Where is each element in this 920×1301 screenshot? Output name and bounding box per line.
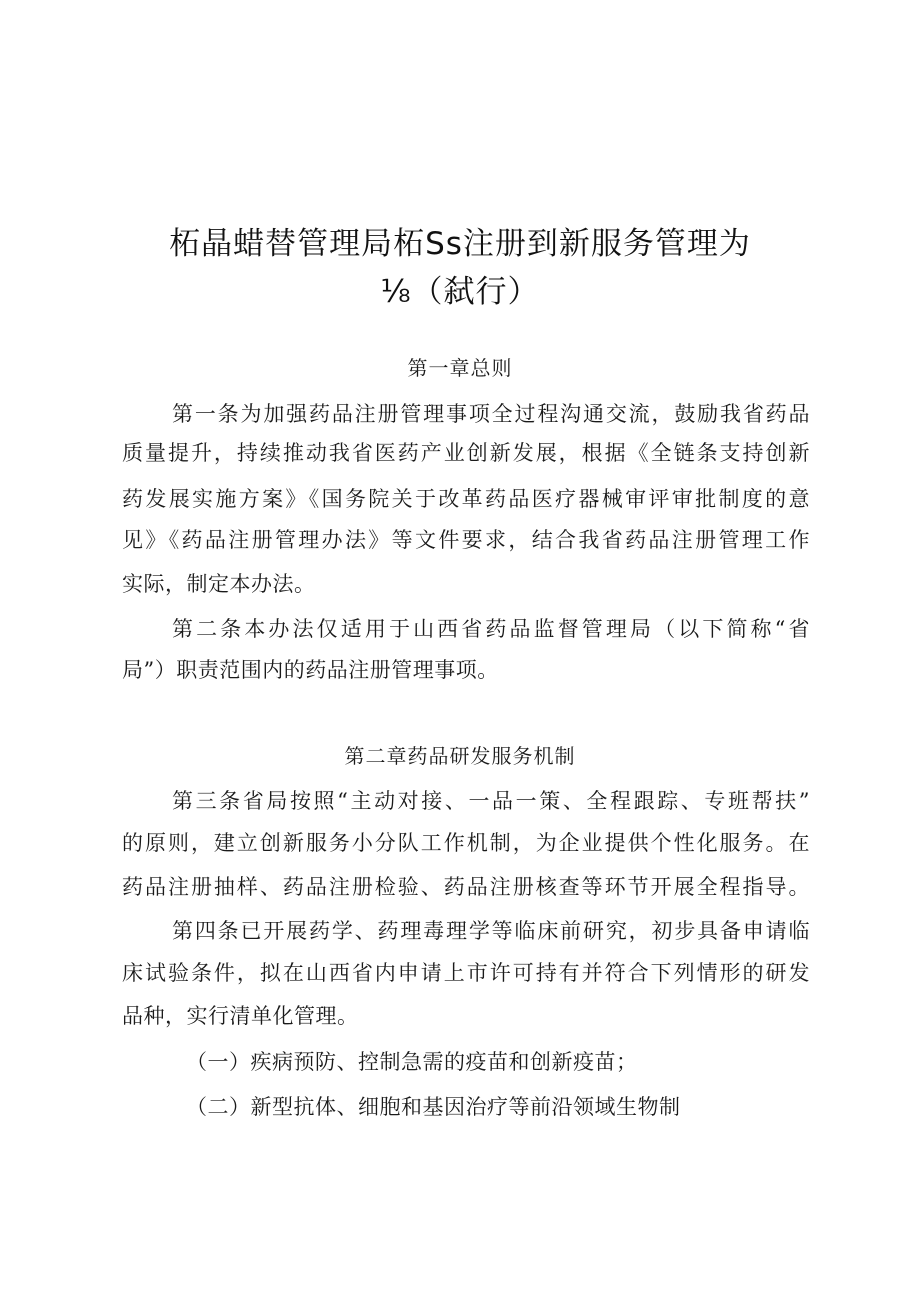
chapter-heading-1: 第一章总则	[407, 356, 513, 380]
article-1-line-3: 药发展实施方案》《国务院关于改革药品医疗器械审评审批制度的意	[122, 487, 810, 511]
article-2-line-1: 第二条本办法仅适用于山西省药品监督管理局（以下简称“省	[172, 617, 810, 641]
list-item-2: （二）新型抗体、细胞和基因治疗等前沿领域生物制	[186, 1095, 681, 1119]
article-3-line-2: 的原则，建立创新服务小分队工作机制，为企业提供个性化服务。在	[122, 831, 810, 855]
article-1-line-4: 见》《药品注册管理办法》等文件要求，结合我省药品注册管理工作	[122, 528, 810, 552]
document-title-line-2: ⅛（弑行）	[380, 274, 540, 310]
article-1-line-1: 第一条为加强药品注册管理事项全过程沟通交流，鼓励我省药品	[172, 402, 810, 426]
article-2-line-2: 局”）职责范围内的药品注册管理事项。	[122, 658, 499, 682]
article-3-line-3: 药品注册抽样、药品注册检验、药品注册核查等环节开展全程指导。	[122, 875, 810, 899]
article-3-line-1: 第三条省局按照“主动对接、一品一策、全程跟踪、专班帮扶”	[172, 789, 810, 813]
article-4-line-2: 床试验条件，拟在山西省内申请上市许可持有并符合下列情形的研发	[122, 961, 810, 985]
article-1-line-2: 质量提升，持续推动我省医药产业创新发展，根据《全链条支持创新	[122, 441, 810, 465]
list-item-1: （一）疾病预防、控制急需的疫苗和创新疫苗；	[186, 1050, 638, 1074]
chapter-heading-2: 第二章药品研发服务机制	[344, 744, 576, 768]
article-1-line-5: 实际，制定本办法。	[122, 572, 316, 596]
document-title-line-1: 柘晶蜡替管理局柘Ss注册到新服务管理为	[169, 226, 751, 262]
article-4-line-3: 品种，实行清单化管理。	[122, 1004, 359, 1028]
article-4-line-1: 第四条已开展药学、药理毒理学等临床前研究，初步具备申请临	[172, 919, 810, 943]
